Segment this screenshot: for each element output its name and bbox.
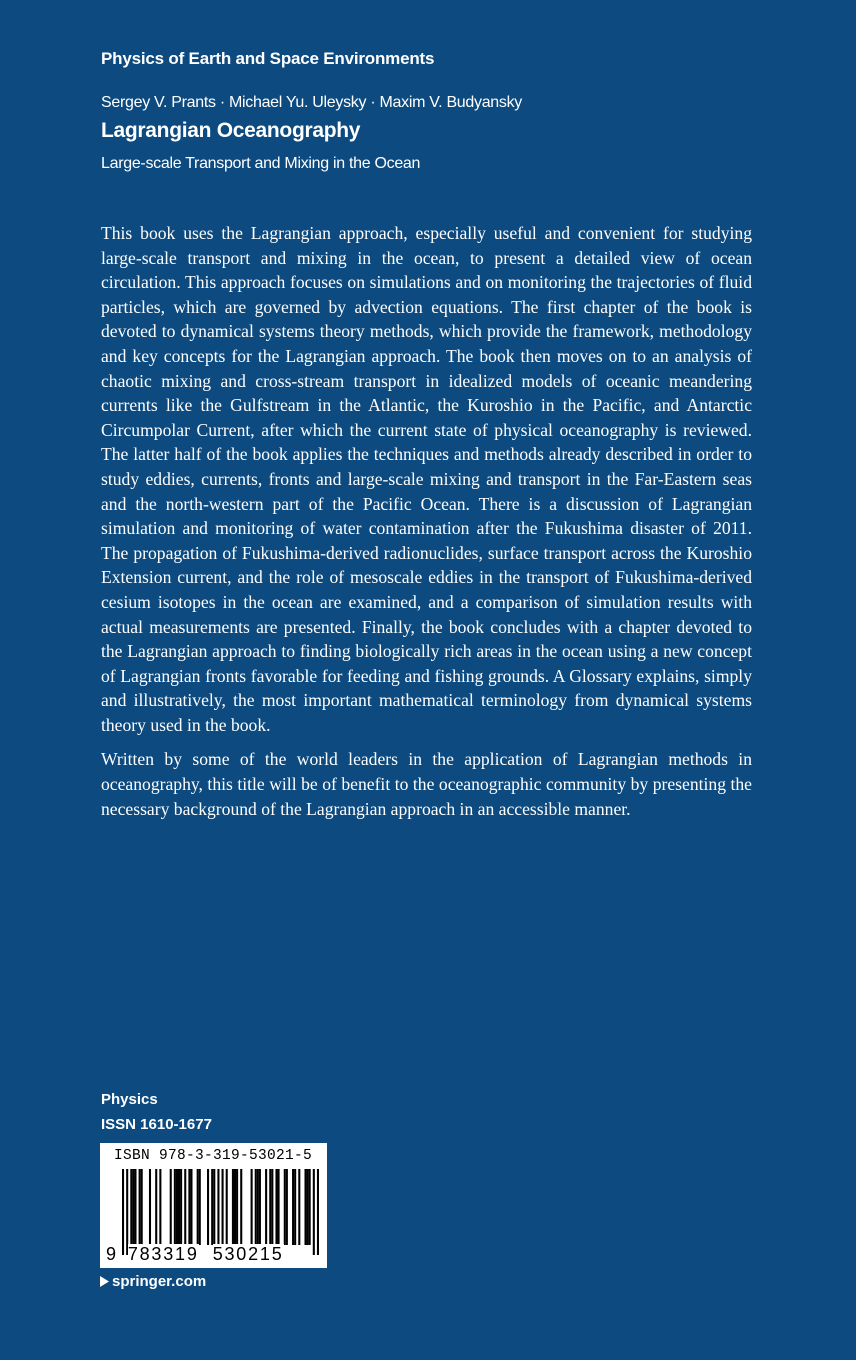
ean-right-group: 530215: [212, 1244, 284, 1264]
barcode-bar: [184, 1169, 186, 1245]
barcode-bar: [298, 1169, 300, 1245]
ean-left-group: 783319: [127, 1244, 199, 1264]
barcode-bar: [126, 1169, 128, 1255]
barcode-bar: [170, 1169, 172, 1245]
barcode-bar: [197, 1169, 199, 1245]
barcode-bar: [141, 1169, 143, 1245]
barcode-bar: [159, 1169, 161, 1245]
book-title: Lagrangian Oceanography: [101, 119, 361, 142]
barcode-bar: [257, 1169, 259, 1245]
barcode-bar: [269, 1169, 271, 1245]
barcode-bar: [226, 1169, 228, 1245]
barcode-bar: [232, 1169, 234, 1245]
barcode-bar: [222, 1169, 224, 1255]
barcode-bar: [217, 1169, 219, 1255]
barcode-bars: [122, 1169, 319, 1255]
series-title: Physics of Earth and Space Environments: [101, 49, 435, 68]
description-paragraph-1: This book uses the Lagrangian approach, especially useful and convenient for studying large-scale transport and mixing in the ocean, to present a detailed view of ocean circulation. This approach focuses on simulations and on monitoring the trajectories of fluid particles, which are governed by advection equations. The first chapter of the book is devoted to dynamical systems theory methods, which provide the framework, methodology and key concepts for the Lagrangian approach. The book then moves on to an analysis of chaotic mixing and cross-stream transport in idealized models of oceanic meandering currents like the Gulfstream in the Atlantic, the Kuroshio in the Pacific, and Antarctic Circumpolar Current, after which the current state of physical oceanography is reviewed. The latter half of the book applies the techniques and methods already described in order to study eddies, currents, fronts and large-scale mixing and transport in the Far-Eastern seas and the north-western part of the Pacific Ocean. There is a discussion of Lagrangian simulation and monitoring of water contamination after the Fukushima disaster of 2011. The propagation of Fukushima-derived radionuclides, surface transport across the Kuroshio Extension current, and the role of mesoscale eddies in the transport of Fukushima-derived cesium isotopes in the ocean are examined, and a comparison of simulation results with actual measurements are presented. Finally, the book concludes with a chapter devoted to the Lagrangian approach to finding biologically rich areas in the ocean using a new concept of Lagrangian fronts favorable for feeding and fishing grounds. A Glossary explains, simply and illustratively, the most important mathematical terminology from dynamical systems theory used in the book.: [101, 223, 752, 735]
subject-label: Physics: [101, 1091, 158, 1108]
barcode-bar: [211, 1169, 213, 1245]
isbn-barcode: [100, 1143, 327, 1268]
barcode-bar: [275, 1169, 277, 1245]
barcode-bar: [178, 1169, 180, 1245]
barcode-bar: [313, 1169, 315, 1255]
barcode-bar: [176, 1169, 178, 1245]
barcode-bar: [294, 1169, 296, 1245]
barcode-bar: [236, 1169, 238, 1245]
barcode-bar: [122, 1169, 124, 1255]
book-description: [101, 221, 752, 821]
arrow-right-icon: [100, 1276, 109, 1287]
isbn-text: ISBN 978-3-319-53021-5: [114, 1148, 313, 1164]
barcode-bar: [149, 1169, 151, 1245]
barcode-bar: [240, 1169, 242, 1245]
barcode-bar: [278, 1169, 280, 1245]
description-paragraph-2: Written by some of the world leaders in the application of Lagrangian methods in oceanography, this title will be of benefit to the oceanographic community by presenting the necessary background of the Lagrangian approach in an accessible manner.: [101, 749, 752, 819]
barcode-bar: [286, 1169, 288, 1245]
barcode-bar: [255, 1169, 257, 1245]
ean-digits: [106, 1244, 284, 1265]
ean-first-digit: 9: [106, 1244, 118, 1264]
barcode-bar: [199, 1169, 201, 1245]
barcode-bar: [304, 1169, 306, 1245]
barcode-bar: [317, 1169, 319, 1255]
barcode-bar: [134, 1169, 136, 1245]
barcode-bar: [130, 1169, 132, 1245]
publisher-link[interactable]: [100, 1273, 206, 1290]
authors: Sergey V. Prants · Michael Yu. Uleysky · Maxim V. Budyansky: [101, 94, 523, 111]
barcode-bar: [259, 1169, 261, 1245]
barcode-bar: [139, 1169, 141, 1245]
barcode-bar: [213, 1169, 215, 1245]
issn-label: ISSN 1610-1677: [101, 1116, 212, 1133]
barcode-bar: [292, 1169, 294, 1245]
barcode-bar: [180, 1169, 182, 1245]
publisher-website[interactable]: springer.com: [112, 1273, 207, 1290]
barcode-bar: [284, 1169, 286, 1245]
barcode-bar: [234, 1169, 236, 1245]
barcode-bar: [174, 1169, 176, 1245]
barcode-bar: [307, 1169, 309, 1245]
barcode-bar: [132, 1169, 134, 1245]
book-subtitle: Large-scale Transport and Mixing in the Ocean: [101, 155, 421, 172]
barcode-bar: [207, 1169, 209, 1245]
barcode-bar: [155, 1169, 157, 1245]
barcode-bar: [190, 1169, 192, 1245]
barcode-bar: [309, 1169, 311, 1245]
barcode-bar: [271, 1169, 273, 1245]
barcode-bar: [251, 1169, 253, 1245]
barcode-bar: [265, 1169, 267, 1245]
barcode-bar: [188, 1169, 190, 1245]
